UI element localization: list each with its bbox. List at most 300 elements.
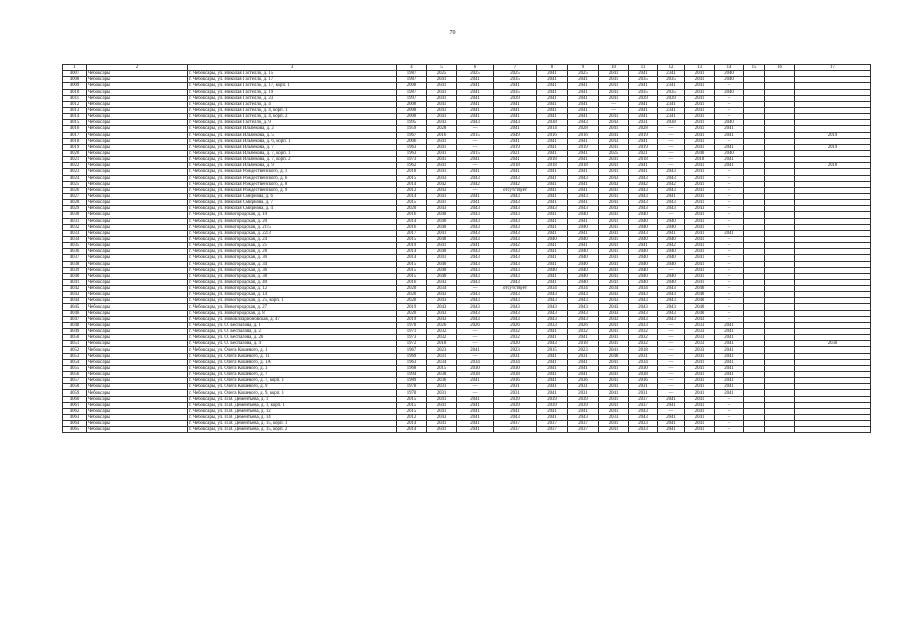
table-cell: 2041 <box>599 193 629 199</box>
table-cell: 5 <box>427 65 457 71</box>
table-cell: 2038 <box>658 120 685 126</box>
table-cell: 2041 <box>685 224 715 230</box>
table-cell: — <box>658 359 685 365</box>
table-cell: 2041 <box>629 83 658 89</box>
table-cell: 2039 <box>494 402 537 408</box>
table-cell: 2014 <box>397 421 427 427</box>
table-cell: 2041 <box>685 107 715 113</box>
table-cell: – <box>715 402 744 408</box>
table-cell: г. Чебоксары, ул. П.В. Дементьева, д. 12 <box>188 408 397 414</box>
table-cell: Чебоксары <box>87 224 188 230</box>
table-cell: 2043 <box>568 193 599 199</box>
table-cell: 2019 <box>629 132 658 138</box>
table-cell: 2043 <box>599 175 629 181</box>
table-cell: 2041 <box>494 126 537 132</box>
table-cell: 2041 <box>658 427 685 433</box>
table-cell: 4063 <box>63 415 87 421</box>
table-cell: 4027 <box>63 193 87 199</box>
table-cell: — <box>658 329 685 335</box>
table-cell: 2041 <box>685 255 715 261</box>
table-cell: 2043 <box>457 298 494 304</box>
table-cell: 2041 <box>537 212 568 218</box>
table-cell: Чебоксары <box>87 408 188 414</box>
table-cell: 2040 <box>715 150 744 156</box>
table-cell: 2040 <box>629 267 658 273</box>
table-cell: 2018 <box>568 341 599 347</box>
table-cell: г. Чебоксары, ул. Новогородская, д. 24 <box>188 236 397 242</box>
table-cell: г. Чебоксары, ул. Новогородская, д. 30 <box>188 255 397 261</box>
table-cell: 4028 <box>63 200 87 206</box>
table-cell: 2043 <box>427 187 457 193</box>
table-cell: 2043 <box>427 316 457 322</box>
table-cell: 2034 <box>537 286 568 292</box>
table-cell: 4026 <box>63 187 87 193</box>
table-cell: 2041 <box>685 353 715 359</box>
table-cell: — <box>457 335 494 341</box>
table-cell: 2019 <box>494 144 537 150</box>
table-cell: 2041 <box>457 83 494 89</box>
table-cell: г. Чебоксары, ул. Николая Гастелло, д. 23 <box>188 95 397 101</box>
table-cell: 2043 <box>568 415 599 421</box>
table-cell: 2041 <box>599 384 629 390</box>
table-cell: – <box>715 95 744 101</box>
table-cell: — <box>658 365 685 371</box>
table-cell: 3 <box>188 65 397 71</box>
table-cell: 2043 <box>457 310 494 316</box>
table-cell: 2040 <box>629 249 658 255</box>
table-cell: 2041 <box>457 408 494 414</box>
table-cell: Чебоксары <box>87 187 188 193</box>
table-cell: 2030 <box>629 365 658 371</box>
table-cell: 2041 <box>599 261 629 267</box>
table-cell <box>744 427 765 433</box>
table-cell: 2041 <box>457 101 494 107</box>
table-cell: 2039 <box>537 402 568 408</box>
table-cell: 2036 <box>568 378 599 384</box>
table-cell: 2016 <box>397 279 427 285</box>
table-cell: 2020 <box>397 286 427 292</box>
table-cell: — <box>658 390 685 396</box>
table-cell: г. Чебоксары, ул. Новогородская, д. 34 <box>188 261 397 267</box>
table-cell: 2016 <box>397 224 427 230</box>
table-cell: 2043 <box>427 304 457 310</box>
table-cell: 2014 <box>537 126 568 132</box>
table-cell: 2041 <box>599 126 629 132</box>
table-cell: – <box>715 206 744 212</box>
table-cell: 2042 <box>427 181 457 187</box>
table-cell: – <box>715 408 744 414</box>
table-cell: 2043 <box>494 415 537 421</box>
table-cell: 4061 <box>63 402 87 408</box>
table-cell: 2040 <box>715 77 744 83</box>
table-cell: 4054 <box>63 359 87 365</box>
table-cell: 2041 <box>427 150 457 156</box>
table-cell: Чебоксары <box>87 138 188 144</box>
table-cell: г. Чебоксары, ул. Олега Кошевого, д. 7 <box>188 372 397 378</box>
table-cell: 2040 <box>658 261 685 267</box>
table-cell: 2043 <box>629 200 658 206</box>
table-cell: 2019 <box>795 144 871 150</box>
table-cell: 2019 <box>397 304 427 310</box>
table-cell: 1967 <box>397 132 427 138</box>
table-cell: 2033 <box>685 341 715 347</box>
table-cell: 1973 <box>397 157 427 163</box>
table-cell: 2041 <box>494 169 537 175</box>
table-cell: 2041 <box>537 71 568 77</box>
table-cell: Чебоксары <box>87 353 188 359</box>
table-cell: 4035 <box>63 243 87 249</box>
table-cell: 2014 <box>397 181 427 187</box>
table-cell: 2043 <box>629 304 658 310</box>
table-cell: 2041 <box>599 83 629 89</box>
table-cell: г. Чебоксары, ул. Новогородская, д. 19 <box>188 212 397 218</box>
table-cell: 2036 <box>629 378 658 384</box>
table-cell: 2041 <box>537 365 568 371</box>
table-cell: 2041 <box>685 163 715 169</box>
table-cell: 2041 <box>568 83 599 89</box>
table-cell: 2030 <box>457 365 494 371</box>
table-cell: 1987 <box>397 71 427 77</box>
table-cell: 2016 <box>537 132 568 138</box>
table-cell: – <box>715 396 744 402</box>
table-cell: 2043 <box>658 187 685 193</box>
table-cell: 4039 <box>63 267 87 273</box>
table-cell: 2014 <box>397 249 427 255</box>
table-cell: 2015 <box>537 347 568 353</box>
table-cell: 2033 <box>685 329 715 335</box>
table-cell: 2041 <box>685 421 715 427</box>
table-cell: 2031 <box>629 353 658 359</box>
table-cell: — <box>599 107 629 113</box>
table-cell: 4018 <box>63 138 87 144</box>
table-cell: 2037 <box>629 396 658 402</box>
table-cell: 2043 <box>457 236 494 242</box>
table-cell: 2023 <box>568 347 599 353</box>
table-cell: — <box>457 329 494 335</box>
table-cell: 2018 <box>537 163 568 169</box>
table-cell: 2041 <box>427 408 457 414</box>
table-cell: 2018 <box>685 157 715 163</box>
table-cell: 2041 <box>427 114 457 120</box>
table-cell: 1963 <box>397 144 427 150</box>
table-cell: 2341 <box>658 101 685 107</box>
table-cell: 2017 <box>397 230 427 236</box>
table-cell: 2041 <box>685 126 715 132</box>
table-cell: – <box>715 279 744 285</box>
table-cell: 2041 <box>685 359 715 365</box>
table-cell: 1969 <box>397 353 427 359</box>
table-cell: 2043 <box>494 261 537 267</box>
table-cell: 1970 <box>397 390 427 396</box>
table-cell: г. Чебоксары, ул. О. Беспалова, д. 4 <box>188 341 397 347</box>
table-cell: Чебоксары <box>87 298 188 304</box>
table-cell: 2041 <box>427 83 457 89</box>
table-cell: Чебоксары <box>87 329 188 335</box>
table-cell: 2041 <box>457 114 494 120</box>
table-cell: – <box>715 286 744 292</box>
table-cell: Чебоксары <box>87 114 188 120</box>
table-cell: — <box>658 132 685 138</box>
table-cell: 2040 <box>658 236 685 242</box>
table-cell: 2043 <box>629 206 658 212</box>
table-cell: 2041 <box>685 372 715 378</box>
table-cell: 2041 <box>599 359 629 365</box>
table-cell: 2043 <box>629 408 658 414</box>
table-cell: 2341 <box>658 107 685 113</box>
table-body <box>63 65 871 433</box>
table-cell: 2041 <box>599 224 629 230</box>
table-cell: 2041 <box>537 372 568 378</box>
table-cell: 2035 <box>629 77 658 83</box>
table-cell: 2023 <box>494 347 537 353</box>
table-cell: 2041 <box>685 95 715 101</box>
table-cell: 2041 <box>427 107 457 113</box>
table-cell: 4048 <box>63 322 87 328</box>
table-cell: 4013 <box>63 107 87 113</box>
table-cell: 2026 <box>568 322 599 328</box>
table-cell: г. Чебоксары, ул. Николая Ильбекова, д. 6, корп. 1 <box>188 138 397 144</box>
table-cell: 2041 <box>457 402 494 408</box>
table-cell: — <box>658 138 685 144</box>
table-cell: 2041 <box>568 157 599 163</box>
table-cell: 2041 <box>599 144 629 150</box>
table-cell: — <box>658 335 685 341</box>
table-cell: 2019 <box>568 144 599 150</box>
table-cell: 2040 <box>685 298 715 304</box>
table-cell: 17 <box>795 65 871 71</box>
table-cell: 2028 <box>629 126 658 132</box>
table-cell: 2041 <box>599 89 629 95</box>
table-cell: 2043 <box>537 206 568 212</box>
table-cell: 2043 <box>457 218 494 224</box>
table-cell: 2043 <box>629 175 658 181</box>
table-cell: 2042 <box>457 181 494 187</box>
table-cell: 2041 <box>599 378 629 384</box>
table-cell: 1972 <box>397 341 427 347</box>
table-cell: 2041 <box>629 243 658 249</box>
table-cell: 2043 <box>494 310 537 316</box>
table-cell: 2032 <box>629 329 658 335</box>
table-cell: 2043 <box>494 304 537 310</box>
table-cell: 2030 <box>795 341 871 347</box>
table-cell: 2041 <box>568 169 599 175</box>
table-cell: г. Чебоксары, ул. Олега Кошевого, д. 3 <box>188 365 397 371</box>
table-cell: 2041 <box>457 396 494 402</box>
table-cell: Чебоксары <box>87 415 188 421</box>
table-cell: 4046 <box>63 310 87 316</box>
table-cell: 2041 <box>599 396 629 402</box>
table-cell: 1989 <box>397 378 427 384</box>
table-cell: 2043 <box>427 120 457 126</box>
table-cell: 4037 <box>63 255 87 261</box>
table-cell: — <box>658 150 685 156</box>
table-cell: 2041 <box>427 101 457 107</box>
table-cell: 2040 <box>658 255 685 261</box>
table-cell: 2014 <box>397 255 427 261</box>
table-cell: – <box>715 187 744 193</box>
table-cell: г. Чебоксары, ул. Николая Рождественского, д. 6 <box>188 175 397 181</box>
table-cell: 2043 <box>457 255 494 261</box>
table-cell: 2031 <box>494 353 537 359</box>
table-cell: 2038 <box>537 120 568 126</box>
data-table <box>62 64 871 433</box>
table-cell: 2041 <box>494 138 537 144</box>
table-cell: 2041 <box>715 335 744 341</box>
table-cell: 2015 <box>397 200 427 206</box>
table-cell: Чебоксары <box>87 322 188 328</box>
table-cell: 2041 <box>599 230 629 236</box>
table-cell: 2012 <box>397 187 427 193</box>
table-cell: 2041 <box>685 193 715 199</box>
table-cell: 2030 <box>494 365 537 371</box>
table-cell: 1967 <box>397 347 427 353</box>
table-cell: 2043 <box>568 206 599 212</box>
table-cell: 2041 <box>658 415 685 421</box>
table-cell: 2041 <box>537 230 568 236</box>
table-cell: 2041 <box>599 273 629 279</box>
table-cell: 2041 <box>685 83 715 89</box>
table-cell: 2041 <box>599 267 629 273</box>
table-cell: Чебоксары <box>87 365 188 371</box>
table-cell: 2043 <box>658 316 685 322</box>
table-cell: 2041 <box>658 193 685 199</box>
table-cell: 2028 <box>427 126 457 132</box>
table-cell: 2041 <box>599 200 629 206</box>
table-cell: 2039 <box>568 402 599 408</box>
table-cell: 2041 <box>494 157 537 163</box>
table-cell: 2041 <box>427 138 457 144</box>
table-cell: 4007 <box>63 71 87 77</box>
table-cell: 2040 <box>715 89 744 95</box>
table-cell: 2041 <box>568 150 599 156</box>
table-cell: — <box>457 163 494 169</box>
table-cell: 2041 <box>685 408 715 414</box>
table-cell: 2034 <box>457 359 494 365</box>
table-cell: 2043 <box>494 206 537 212</box>
table-cell: 2015 <box>427 365 457 371</box>
table-cell: 2014 <box>397 427 427 433</box>
table-cell <box>765 427 795 433</box>
table-cell: 2043 <box>568 120 599 126</box>
table-cell: 4010 <box>63 89 87 95</box>
table-cell: 1962 <box>397 163 427 169</box>
table-cell: 2031 <box>427 390 457 396</box>
table-cell: 2041 <box>715 372 744 378</box>
table-cell: 2041 <box>629 169 658 175</box>
table-cell: 2041 <box>568 230 599 236</box>
table-cell: 2032 <box>494 329 537 335</box>
table-cell: 2043 <box>629 193 658 199</box>
table-cell: – <box>715 169 744 175</box>
table-cell: Чебоксары <box>87 249 188 255</box>
table-cell: 2041 <box>457 378 494 384</box>
table-cell: Чебоксары <box>87 243 188 249</box>
table-cell: Чебоксары <box>87 120 188 126</box>
table-cell: Чебоксары <box>87 101 188 107</box>
table-cell: 4014 <box>63 114 87 120</box>
table-cell: Чебоксары <box>87 335 188 341</box>
table-cell: 2008 <box>397 101 427 107</box>
table-cell: 2041 <box>629 163 658 169</box>
table-cell: 2041 <box>685 261 715 267</box>
table-cell: 4008 <box>63 77 87 83</box>
table-cell: 2043 <box>685 206 715 212</box>
table-cell: г. Чебоксары, ул. Новогородская, д. 40 <box>188 279 397 285</box>
table-cell: 2041 <box>685 114 715 120</box>
table-cell: — <box>457 353 494 359</box>
table-cell: 2043 <box>537 292 568 298</box>
table-cell: 2043 <box>457 175 494 181</box>
table-cell: г. Чебоксары, ул. Олега Кошевого, д. 1А <box>188 359 397 365</box>
table-cell: 2043 <box>629 230 658 236</box>
table-cell: Чебоксары <box>87 132 188 138</box>
table-cell: 2043 <box>537 304 568 310</box>
table-cell: 4045 <box>63 304 87 310</box>
table-cell: г. Чебоксары, ул. П.В. Дементьева, д. 1 <box>188 396 397 402</box>
table-cell: 2015 <box>457 150 494 156</box>
table-cell: 2040 <box>568 267 599 273</box>
table-cell: 2020 <box>494 341 537 347</box>
table-cell: 2043 <box>629 292 658 298</box>
table-cell: 2043 <box>629 298 658 304</box>
table-cell: 2040 <box>568 279 599 285</box>
table-cell: 2041 <box>427 169 457 175</box>
table-cell: 2043 <box>658 304 685 310</box>
table-cell: 4032 <box>63 224 87 230</box>
table-cell: 2043 <box>658 169 685 175</box>
table-cell: 2041 <box>457 243 494 249</box>
table-cell: 2035 <box>494 77 537 83</box>
table-cell: 4065 <box>63 427 87 433</box>
table-cell: – <box>715 255 744 261</box>
table-cell: г. Чебоксары, ул. Николая Смирнова, д. 4 <box>188 206 397 212</box>
table-cell: 2041 <box>715 157 744 163</box>
table-cell: 2015 <box>397 396 427 402</box>
table-cell: 2018 <box>494 163 537 169</box>
table-cell: 2041 <box>599 365 629 371</box>
table-cell: Чебоксары <box>87 378 188 384</box>
table-cell: 2043 <box>427 310 457 316</box>
table-cell: 2041 <box>537 408 568 414</box>
table-cell: 2041 <box>457 157 494 163</box>
table-cell: 2032 <box>629 341 658 347</box>
table-cell: 2043 <box>457 273 494 279</box>
table-cell: 2041 <box>685 77 715 83</box>
table-cell: 2041 <box>658 396 685 402</box>
table-cell: 2040 <box>568 273 599 279</box>
table-cell: 4058 <box>63 384 87 390</box>
table-cell: 2041 <box>715 163 744 169</box>
table-cell: Чебоксары <box>87 359 188 365</box>
table-cell: Чебоксары <box>87 83 188 89</box>
table-cell: 2041 <box>537 175 568 181</box>
table-cell: 2041 <box>427 193 457 199</box>
table-cell: 2040 <box>629 255 658 261</box>
table-cell: 2039 <box>658 95 685 101</box>
table-cell: 2 <box>87 65 188 71</box>
table-cell: 2033 <box>629 427 658 433</box>
table-cell: 2041 <box>568 101 599 107</box>
table-cell: 4 <box>397 65 427 71</box>
table-cell: 2041 <box>599 218 629 224</box>
table-cell: г. Чебоксары, ул. Николая Ильбекова, д. 9 <box>188 163 397 169</box>
table-cell: г. Чебоксары, ул. Николая Гастелло, д. 4, корп. 2 <box>188 114 397 120</box>
table-cell: 2041 <box>427 396 457 402</box>
table-cell: 2040 <box>658 279 685 285</box>
table-cell: 2034 <box>629 286 658 292</box>
table-cell: 2040 <box>629 218 658 224</box>
table-cell: 2043 <box>494 193 537 199</box>
